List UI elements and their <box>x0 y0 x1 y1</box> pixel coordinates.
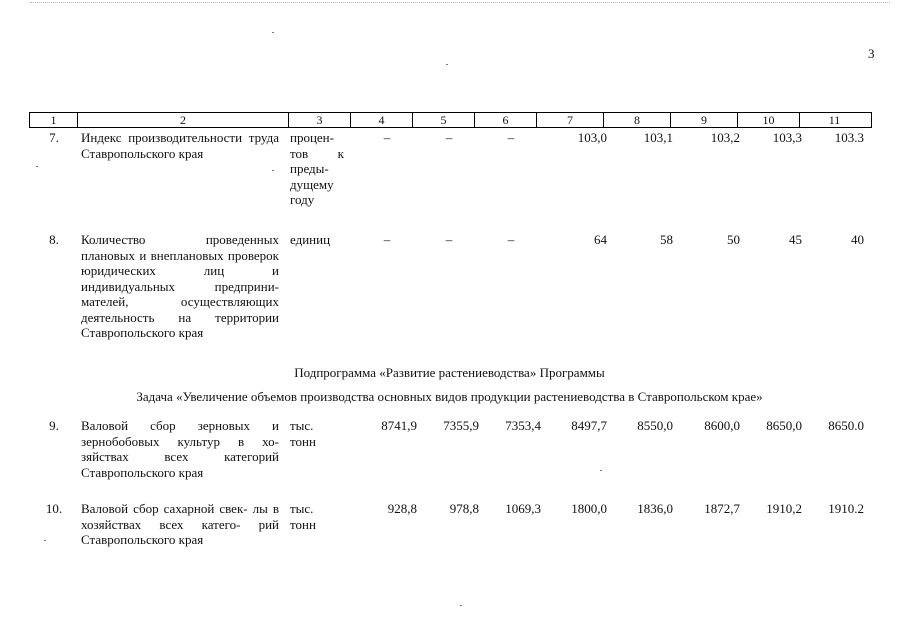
scan-speck <box>36 166 38 167</box>
header-col-10: 10 <box>737 113 799 127</box>
value-col-10: 103,3 <box>772 130 802 145</box>
value-col-6: – <box>507 232 515 247</box>
value-col-9: 1872,7 <box>704 501 740 516</box>
unit: процен- тов к преды- дущему году <box>290 130 344 207</box>
value-col-4: 928,8 <box>387 501 417 516</box>
header-col-5: 5 <box>412 113 474 127</box>
indicator-name: Количество проведенных плановых и внеплановых проверок юридических лиц и индивидуальных предприни- мателей, осуществляющих деятельность на территории Ставропольского края <box>81 232 279 340</box>
row-number: 9. <box>49 418 59 433</box>
header-col-7: 7 <box>536 113 603 127</box>
indicator-name: Валовой сбор зерновых и зернобобовых культур в хо- зяйствах всех категорий Ставропольского края <box>81 418 279 480</box>
value-col-6: 7353,4 <box>505 418 541 433</box>
header-col-6: 6 <box>474 113 536 127</box>
value-col-5: 978,8 <box>449 501 479 516</box>
value-col-5: 7355,9 <box>443 418 479 433</box>
unit: тыс. тонн <box>290 501 316 532</box>
value-col-4: – <box>383 130 391 145</box>
value-col-10: 45 <box>789 232 802 247</box>
indicator-name: Валовой сбор сахарной свек- лы в хозяйствах всех катего- рий Ставропольского края <box>81 501 279 547</box>
value-col-10: 8650,0 <box>766 418 802 433</box>
value-col-6: 1069,3 <box>505 501 541 516</box>
row-number: 10. <box>45 501 63 516</box>
header-col-9: 9 <box>670 113 737 127</box>
value-col-5: – <box>445 130 453 145</box>
header-col-11: 11 <box>799 113 869 127</box>
indicator-name: Индекс производительности труда Ставропольского края <box>81 130 279 161</box>
row-number: 7. <box>49 130 59 145</box>
value-col-9: 50 <box>727 232 740 247</box>
subprogram-title: Подпрограмма «Развитие растениеводства» Программы <box>294 365 605 380</box>
page-number: 3 <box>868 46 875 61</box>
value-col-9: 8600,0 <box>704 418 740 433</box>
scan-speck <box>600 470 602 471</box>
scan-speck <box>446 64 448 65</box>
header-col-8: 8 <box>603 113 670 127</box>
value-col-5: – <box>445 232 453 247</box>
scan-speck <box>272 32 274 33</box>
value-col-7: 103,0 <box>577 130 607 145</box>
value-col-8: 1836,0 <box>637 501 673 516</box>
value-col-8: 103,1 <box>643 130 673 145</box>
value-col-4: 8741,9 <box>381 418 417 433</box>
value-col-11: 40 <box>851 232 864 247</box>
value-col-7: 1800,0 <box>571 501 607 516</box>
value-col-8: 8550,0 <box>637 418 673 433</box>
header-col-1: 1 <box>50 113 57 127</box>
scan-speck <box>272 170 274 171</box>
value-col-7: 64 <box>594 232 607 247</box>
value-col-9: 103,2 <box>710 130 740 145</box>
value-col-8: 58 <box>660 232 673 247</box>
header-col-3: 3 <box>288 113 350 127</box>
scan-top-rule <box>30 2 890 3</box>
scan-speck <box>460 605 462 606</box>
row-number: 8. <box>49 232 59 247</box>
value-col-10: 1910,2 <box>766 501 802 516</box>
value-col-11: 1910.2 <box>828 501 864 516</box>
header-col-4: 4 <box>350 113 412 127</box>
value-col-6: – <box>507 130 515 145</box>
unit: единиц <box>290 232 331 247</box>
value-col-11: 8650.0 <box>828 418 864 433</box>
value-col-7: 8497,7 <box>571 418 607 433</box>
scan-speck <box>44 540 46 541</box>
header-col-2: 2 <box>77 113 288 127</box>
task-title: Задача «Увеличение объемов производства основных видов продукции растениеводства в Ставропольском крае» <box>136 389 763 404</box>
value-col-11: 103.3 <box>834 130 864 145</box>
table-header <box>29 112 872 128</box>
value-col-4: – <box>383 232 391 247</box>
unit: тыс. тонн <box>290 418 316 449</box>
